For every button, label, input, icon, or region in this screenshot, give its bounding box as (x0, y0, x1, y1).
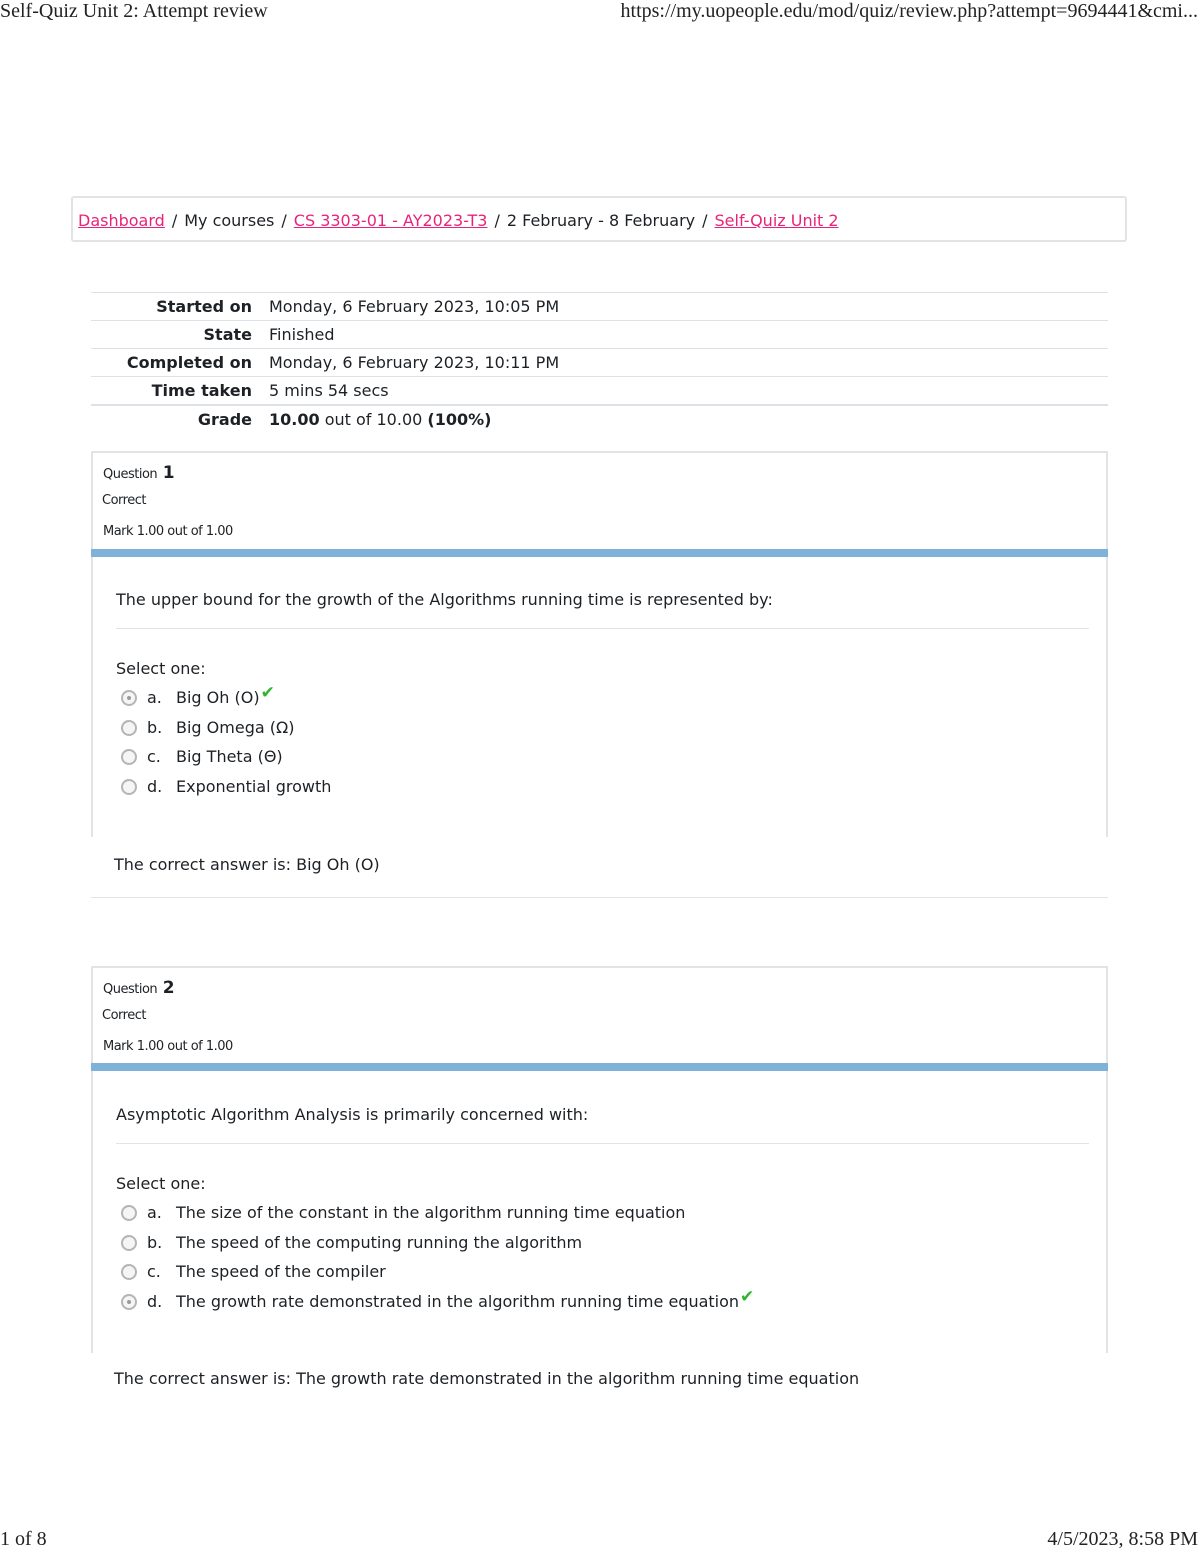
radio-checked[interactable] (121, 690, 137, 706)
breadcrumb (71, 196, 1127, 242)
question-state: Correct (102, 493, 146, 508)
question-content-2 (91, 1071, 1108, 1353)
question-divider (116, 1143, 1089, 1144)
print-header (0, 0, 1200, 24)
question-state: Correct (102, 1008, 146, 1023)
summary-label: Started on (91, 293, 269, 321)
question-number-value: 1 (162, 463, 175, 483)
option-letter: d. (147, 777, 163, 796)
option-text: The speed of the compiler (176, 1262, 386, 1281)
radio-unchecked[interactable] (121, 1205, 137, 1221)
option-text: Big Theta (Θ) (176, 747, 283, 766)
select-one-prompt: Select one: (116, 659, 206, 678)
option-label: The growth rate demonstrated in the algorithm running time equation (176, 1292, 740, 1311)
print-datetime: 4/5/2023, 8:58 PM (1047, 1528, 1198, 1550)
summary-value: 5 mins 54 secs (269, 377, 1108, 405)
grade-out-of: out of 10.00 (319, 409, 428, 429)
correct-check-icon: ✔ (260, 683, 275, 703)
radio-unchecked[interactable] (121, 1264, 137, 1280)
question-state-bar (91, 549, 1108, 557)
radio-unchecked[interactable] (121, 720, 137, 736)
summary-label: State (91, 321, 269, 349)
summary-row-time (91, 377, 1108, 405)
print-footer (0, 1528, 1200, 1552)
option-letter: a. (147, 688, 162, 707)
option-letter: c. (147, 1262, 161, 1281)
question-text: The upper bound for the growth of the Algorithms running time is represented by: (116, 590, 773, 609)
summary-row-state (91, 321, 1108, 349)
summary-row-started (91, 293, 1108, 321)
summary-label: Time taken (91, 377, 269, 405)
breadcrumb-separator: / (702, 211, 708, 230)
correct-answer-text: The correct answer is: The growth rate demonstrated in the algorithm running time equation (114, 1369, 860, 1388)
option-letter: b. (147, 718, 163, 737)
radio-unchecked[interactable] (121, 779, 137, 795)
summary-row-completed (91, 349, 1108, 377)
option-text: The size of the constant in the algorithm running time equation (176, 1203, 686, 1222)
question-state-bar (91, 1063, 1108, 1071)
option-text (176, 1287, 755, 1312)
page-count: 1 of 8 (0, 1528, 47, 1550)
summary-row-grade (91, 405, 1108, 433)
grade-score: 10.00 (269, 409, 320, 429)
breadcrumb-dashboard-link[interactable]: Dashboard (78, 211, 165, 230)
question-label: Question (103, 982, 158, 997)
question-label: Question (103, 467, 158, 482)
summary-value: Finished (269, 321, 1108, 349)
summary-label: Completed on (91, 349, 269, 377)
question-feedback-2 (91, 1353, 1108, 1413)
summary-label: Grade (91, 405, 269, 433)
question-text: Asymptotic Algorithm Analysis is primarily concerned with: (116, 1105, 589, 1124)
option-letter: c. (147, 747, 161, 766)
question-number (103, 978, 175, 998)
question-number-value: 2 (162, 978, 175, 998)
grade-percent: (100%) (427, 409, 492, 429)
question-mark: Mark 1.00 out of 1.00 (103, 1039, 233, 1054)
select-one-prompt: Select one: (116, 1174, 206, 1193)
option-letter: b. (147, 1233, 163, 1252)
question-feedback-1 (91, 837, 1108, 897)
attempt-summary-table (91, 292, 1108, 433)
breadcrumb-separator: / (171, 211, 178, 230)
question-info-1 (91, 451, 1108, 549)
question-divider (116, 628, 1089, 629)
option-text: Exponential growth (176, 777, 332, 796)
radio-unchecked[interactable] (121, 749, 137, 765)
breadcrumb-week: 2 February - 8 February (506, 211, 696, 230)
question-content-1 (91, 557, 1108, 837)
correct-answer-text: The correct answer is: Big Oh (O) (114, 855, 380, 874)
option-label: Big Oh (O) (176, 688, 260, 707)
option-letter: d. (147, 1292, 163, 1311)
radio-checked[interactable] (121, 1294, 137, 1310)
option-text: The speed of the computing running the algorithm (176, 1233, 583, 1252)
question-number (103, 463, 175, 483)
feedback-divider (91, 897, 1108, 898)
summary-value: Monday, 6 February 2023, 10:11 PM (269, 349, 1108, 377)
summary-value (269, 405, 1108, 433)
breadcrumb-course-link[interactable]: CS 3303-01 - AY2023-T3 (293, 211, 488, 230)
breadcrumb-quiz-link[interactable]: Self-Quiz Unit 2 (714, 211, 839, 230)
correct-check-icon: ✔ (740, 1287, 755, 1307)
radio-unchecked[interactable] (121, 1235, 137, 1251)
breadcrumb-separator: / (494, 211, 500, 230)
option-text (176, 683, 275, 708)
print-title: Self-Quiz Unit 2: Attempt review (0, 0, 268, 22)
breadcrumb-my-courses: My courses (184, 211, 275, 230)
question-info-2 (91, 966, 1108, 1064)
print-url: https://my.uopeople.edu/mod/quiz/review.php?attempt=9694441&cmi... (620, 0, 1198, 22)
option-text: Big Omega (Ω) (176, 718, 295, 737)
option-letter: a. (147, 1203, 162, 1222)
breadcrumb-separator: / (281, 211, 287, 230)
question-mark: Mark 1.00 out of 1.00 (103, 524, 233, 539)
summary-value: Monday, 6 February 2023, 10:05 PM (269, 293, 1108, 321)
